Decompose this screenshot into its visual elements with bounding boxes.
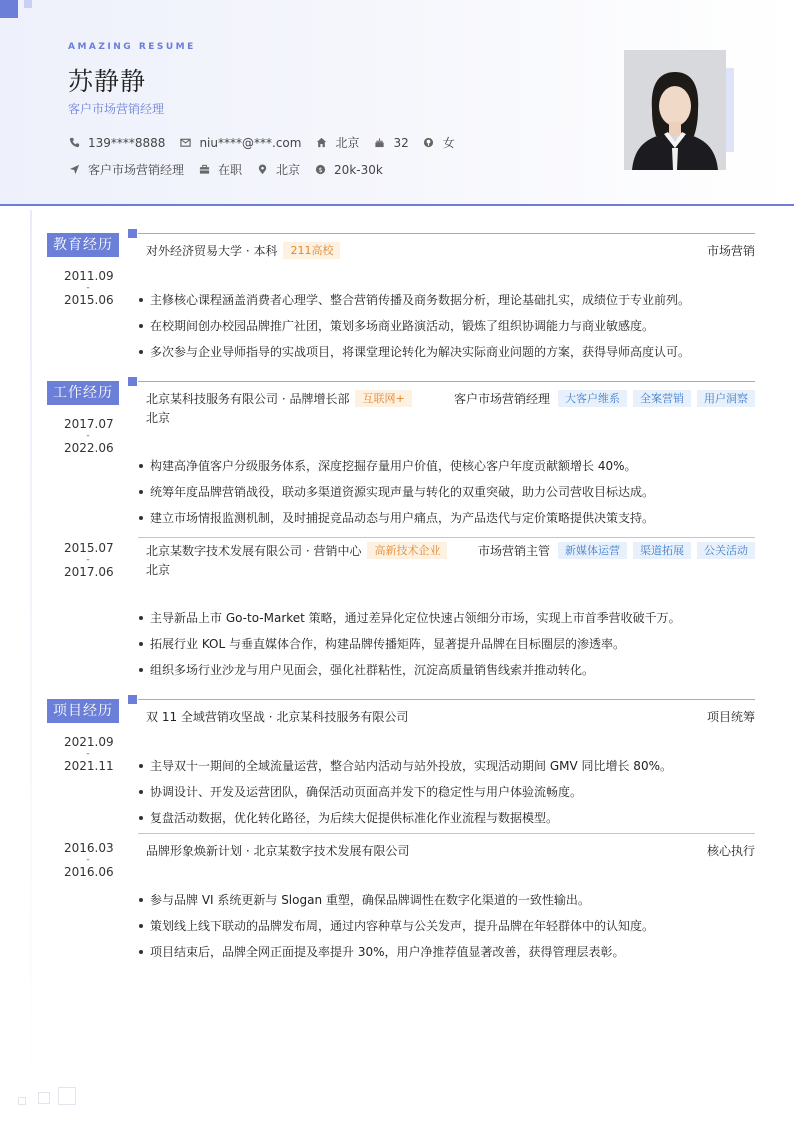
date-separator: - [86,431,90,441]
list-item: 构建高净值客户分级服务体系，深度挖掘存量用户价值，使核心客户年度贡献额增长 40%。 [138,458,758,484]
intent-city-text: 北京 [276,163,301,177]
project-name: 双 11 全域营销攻坚战 · 北京某科技服务有限公司 [146,710,409,724]
salary-icon [314,164,326,176]
phone-info [68,136,165,150]
job-status-text: 在职 [218,163,243,177]
date-start: 2021.09 [64,735,114,749]
gender-text: 女 [442,136,455,150]
list-item: 主导新品上市 Go-to-Market 策略，通过差异化定位快速占领细分市场，实现上市首季营收破千万。 [138,610,758,636]
age-text: 32 [393,135,409,150]
work-bullets [138,610,758,688]
job-role: 市场营销主管 [477,544,550,558]
date-start: 2016.03 [64,841,114,855]
work-city: 北京 [146,563,171,577]
date-end: 2016.06 [64,865,114,879]
section-marker [128,377,137,386]
mail-icon [179,137,191,149]
work-date-range [64,541,112,579]
age-info [373,136,408,150]
date-end: 2022.06 [64,441,114,455]
company-tag: 互联网+ [355,390,411,407]
residence-info [315,134,359,151]
project-bullets [138,892,758,970]
list-item: 主导双十一期间的全域流量运营，整合站内活动与站外投放，实现活动期间 GMV 同比增长 80%。 [138,758,758,784]
skill-tag: 用户洞察 [697,390,755,407]
candidate-job-title: 客户市场营销经理 [68,102,165,116]
section-divider [138,381,755,382]
education-date-range [64,269,112,307]
list-item: 主修核心课程涵盖消费者心理学、整合营销传播及商务数据分析，理论基础扎实，成绩位于专业前列。 [138,292,758,318]
date-start: 2015.07 [64,541,114,555]
project-section-title: 项目经历 [47,699,119,723]
list-item: 在校期间创办校园品牌推广社团，策划多场商业路演活动，锻炼了组织协调能力与商业敏感度。 [138,318,758,344]
company-department: 北京某数字技术发展有限公司 · 营销中心 [146,544,362,558]
date-separator: - [86,749,90,759]
education-entry-header [146,242,755,259]
list-item: 项目结束后，品牌全网正面提及率提升 30%，用户净推荐值显著改善，获得管理层表彰。 [138,944,758,970]
footer-decoration [38,1092,50,1104]
school-tag: 211高校 [283,242,340,259]
company-department: 北京某科技服务有限公司 · 品牌增长部 [146,392,350,406]
date-start: 2011.09 [64,269,114,283]
date-separator: - [86,555,90,565]
phone-text: 139****8888 [88,135,166,150]
entry-divider [138,833,755,834]
date-separator: - [86,283,90,293]
project-entry-header [146,708,755,725]
entry-divider [138,537,755,538]
intent-city-info [256,161,300,178]
list-item: 建立市场情报监测机制，及时捕捉竞品动态与用户痛点，为产品迭代与定价策略提供决策支持。 [138,510,758,536]
work-city: 北京 [146,411,171,425]
list-item: 复盘活动数据，优化转化路径，为后续大促提供标准化作业流程与数据模型。 [138,810,758,836]
project-date-range [64,841,112,879]
footer-decoration [58,1087,76,1105]
salary-text: 20k-30k [334,162,383,177]
major: 市场营销 [706,244,755,258]
date-end: 2021.11 [64,759,114,773]
list-item: 拓展行业 KOL 与垂直媒体合作，构建品牌传播矩阵，显著提升品牌在目标圈层的渗透率。 [138,636,758,662]
phone-icon [68,137,80,149]
email-info [179,136,301,150]
skill-tag: 公关活动 [697,542,755,559]
project-role: 项目统筹 [706,710,755,724]
list-item: 多次参与企业导师指导的实战项目，将课堂理论转化为解决实际商业问题的方案，获得导师高度认可。 [138,344,758,370]
corner-decoration-small [24,0,32,8]
email-text: niu****@***.com [199,135,302,150]
project-bullets [138,758,758,836]
gender-info [423,134,455,151]
resume-header [0,0,794,206]
work-bullets [138,458,758,536]
profile-photo [624,50,726,170]
date-start: 2017.07 [64,417,114,431]
gender-icon [423,137,435,149]
skill-tag: 全案营销 [633,390,691,407]
brand-label: AMAZING RESUME [68,42,196,52]
list-item: 参与品牌 VI 系统更新与 Slogan 重塑，确保品牌调性在数字化渠道的一致性输出。 [138,892,758,918]
section-divider [138,699,755,700]
svg-text:$: $ [318,165,323,174]
skill-tag: 渠道拓展 [633,542,691,559]
section-divider [138,233,755,234]
work-entry-header [146,390,755,407]
job-role: 客户市场营销经理 [453,392,550,406]
job-intent-row [68,161,397,178]
company-tag: 高新技术企业 [367,542,447,559]
project-role: 核心执行 [706,844,755,858]
intent-position-text: 客户市场营销经理 [88,163,185,177]
intent-position-info [68,161,184,178]
project-date-range [64,735,112,773]
list-item: 组织多场行业沙龙与用户见面会，强化社群粘性，沉淀高质量销售线索并推动转化。 [138,662,758,688]
list-item: 统筹年度品牌营销战役，联动多渠道资源实现声量与转化的双重突破，助力公司营收目标达成。 [138,484,758,510]
date-end: 2017.06 [64,565,114,579]
job-status-info [198,161,242,178]
work-date-range [64,417,112,455]
project-name: 品牌形象焕新计划 · 北京某数字技术发展有限公司 [146,844,410,858]
skill-tag: 新媒体运营 [558,542,627,559]
residence-text: 北京 [335,136,360,150]
list-item: 策划线上线下联动的品牌发布周，通过内容种草与公关发声，提升品牌在年轻群体中的认知度。 [138,918,758,944]
cake-icon [373,137,385,149]
candidate-name: 苏静静 [68,67,147,96]
list-item: 协调设计、开发及运营团队，确保活动页面高并发下的稳定性与用户体验流畅度。 [138,784,758,810]
location-pin-icon [256,164,268,176]
school-degree: 对外经济贸易大学 · 本科 [146,244,278,258]
project-entry-header [146,842,755,859]
contact-info-row [68,134,469,151]
home-icon [315,137,327,149]
corner-decoration [0,0,18,18]
education-bullets [138,292,758,370]
section-marker [128,229,137,238]
work-section-title: 工作经历 [47,381,119,405]
date-end: 2015.06 [64,293,114,307]
salary-info [314,163,383,177]
section-marker [128,695,137,704]
work-entry-header [146,542,755,559]
footer-decoration [18,1097,26,1105]
left-decorative-line [30,210,32,1090]
education-section-title: 教育经历 [47,233,119,257]
date-separator: - [86,855,90,865]
send-icon [68,164,80,176]
briefcase-icon [198,164,210,176]
skill-tag: 大客户维系 [558,390,627,407]
